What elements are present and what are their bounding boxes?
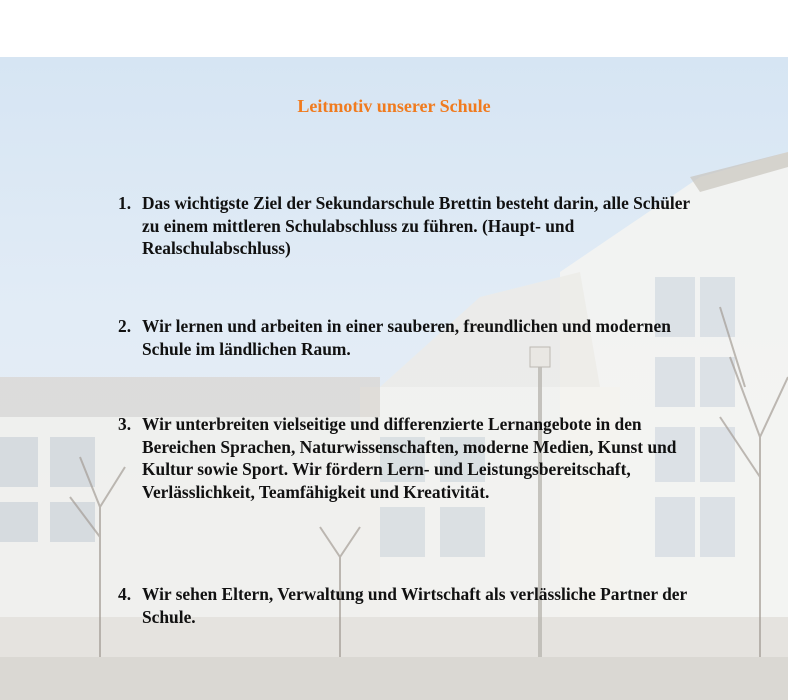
list-item-number: 3. [118,414,132,434]
list-item [118,413,708,503]
list-item-text: Wir unterbreiten vielseitige und differenzierte Lernangebote in den Bereichen Sprachen, Naturwissenschaften, moderne Medien, Kunst und Kultur sowie Sport. Wir fördern Lern- und Leistungsbereitschaft, Verlässlichkeit, Teamfähigkeit und Kreativität. [142,414,677,502]
list-item [118,315,708,360]
list-item-text: Wir lernen und arbeiten in einer sauberen, freundlichen und modernen Schule im ländlichen Raum. [142,316,671,359]
list-item-number: 4. [118,584,132,604]
list-item [118,583,708,628]
list-item-text: Das wichtigste Ziel der Sekundarschule Brettin besteht darin, alle Schüler zu einem mittleren Schulabschluss zu führen. (Haupt- und Realschulabschluss) [142,193,690,258]
page-title: Leitmotiv unserer Schule [297,96,491,116]
list-item-number: 1. [118,193,132,213]
list-item-text: Wir sehen Eltern, Verwaltung und Wirtschaft als verlässliche Partner der Schule. [142,584,687,627]
list-item-number: 2. [118,316,132,336]
list-item [118,192,708,260]
